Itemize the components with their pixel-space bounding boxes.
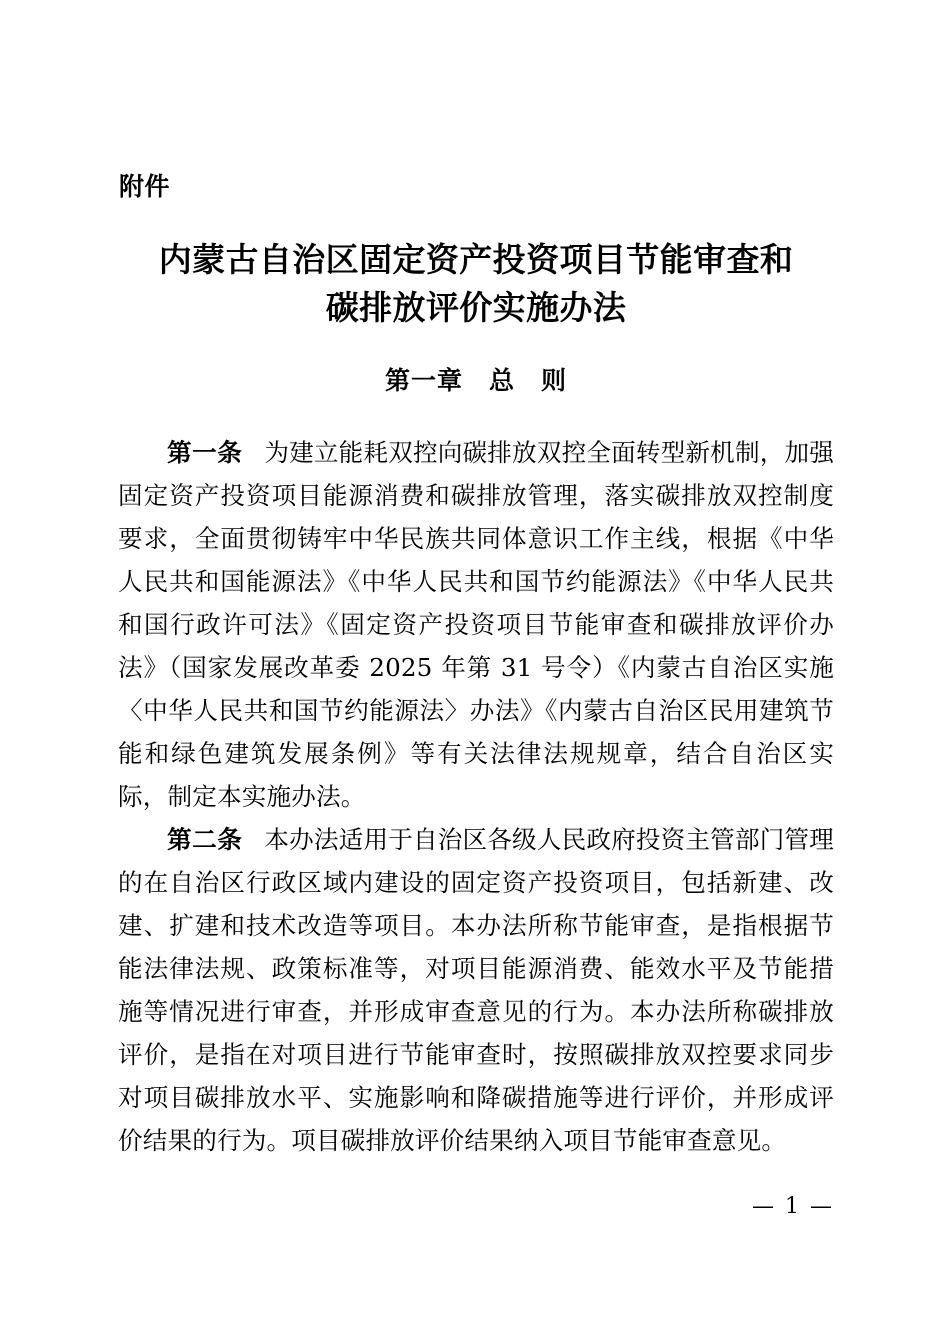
page-number-footer: — 1 — (752, 1194, 834, 1219)
article-1 (118, 431, 834, 818)
article-2-text: 本办法适用于自治区各级人民政府投资主管部门管理的在自治区行政区域内建设的固定资产投资项目，包括新建、改建、扩建和技术改造等项目。本办法所称节能审查，是指根据节能法律法规、政策标准等，对项目能源消费、能效水平及节能措施等情况进行审查，并形成审查意见的行为。本办法所称碳排放评价，是指在对项目进行节能审查时，按照碳排放双控要求同步对项目碳排放水平、实施影响和降碳措施等进行评价，并形成评价结果的行为。项目碳排放评价结果纳入项目节能审查意见。 (118, 825, 834, 1155)
document-body (118, 431, 834, 1162)
article-2 (118, 818, 834, 1162)
article-2-label: 第二条 (167, 825, 243, 854)
article-1-text: 为建立能耗双控向碳排放双控全面转型新机制，加强固定资产投资项目能源消费和碳排放管理，落实碳排放双控制度要求，全面贯彻铸牢中华民族共同体意识工作主线，根据《中华人民共和国能源法》《中华人民共和国节约能源法》《中华人民共和国行政许可法》《固定资产投资项目节能审查和碳排放评价办法》（国家发展改革委 2025 年第 31 号令）《内蒙古自治区实施〈中华人民共和国节约能源法〉办法》《内蒙古自治区民用建筑节能和绿色建筑发展条例》等有关法律法规规章，结合自治区实际，制定本实施办法。 (118, 438, 834, 811)
attachment-label: 附件 (119, 172, 171, 201)
chapter-heading: 第一章 总 则 (384, 366, 567, 395)
page-title (118, 236, 834, 332)
page-title-line-2: 碳排放评价实施办法 (325, 288, 627, 327)
page-title-line-1: 内蒙古自治区固定资产投资项目节能审查和 (158, 240, 794, 279)
article-1-label: 第一条 (167, 438, 243, 467)
